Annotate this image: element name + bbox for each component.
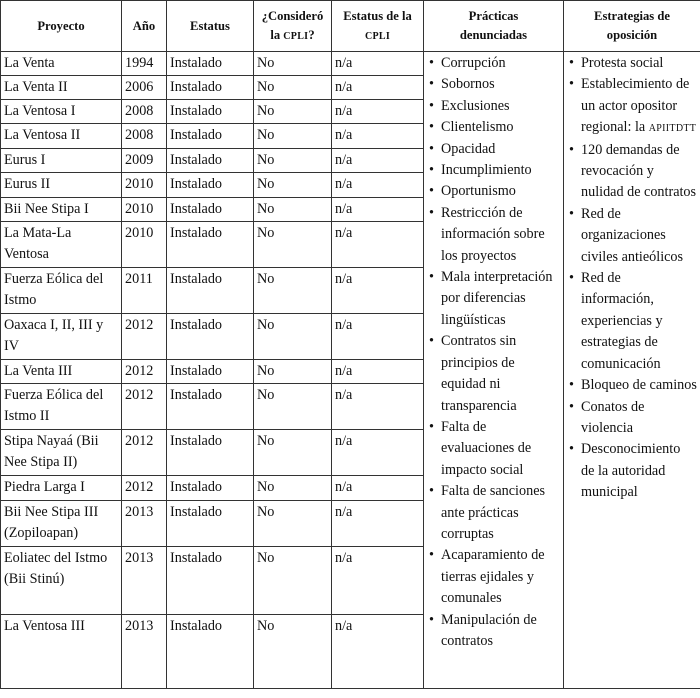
cell-anio: 2012 — [122, 430, 167, 476]
estrategias-list — [567, 53, 697, 504]
header-estrategias: Estrategias de oposición — [564, 1, 700, 52]
cell-estatus: Instalado — [167, 360, 254, 384]
cell-proyecto: Fuerza Eólica del Istmo — [1, 268, 122, 314]
cell-estatus-cpli: n/a — [332, 100, 424, 124]
cell-estatus-cpli: n/a — [332, 222, 424, 268]
cell-proyecto: La Ventosa II — [1, 124, 122, 149]
header-estatus-cpli: Estatus de la CPLI — [332, 1, 424, 52]
list-item: • Acaparamiento de tierras ejidales y comunales — [427, 545, 560, 609]
cell-considero: No — [254, 222, 332, 268]
cell-estatus-cpli: n/a — [332, 173, 424, 198]
cell-proyecto: Piedra Larga I — [1, 476, 122, 501]
cell-considero: No — [254, 76, 332, 100]
cell-proyecto: La Venta II — [1, 76, 122, 100]
cell-considero: No — [254, 430, 332, 476]
list-item: • Manipulación de contratos — [427, 610, 560, 653]
cell-considero: No — [254, 52, 332, 76]
cell-estatus: Instalado — [167, 173, 254, 198]
cell-proyecto: Oaxaca I, II, III y IV — [1, 314, 122, 360]
cell-estatus-cpli: n/a — [332, 501, 424, 547]
list-item: • Mala interpretación por diferencias lingüísticas — [427, 267, 560, 331]
cell-considero: No — [254, 124, 332, 149]
list-item: • Opacidad — [427, 139, 560, 160]
cell-considero: No — [254, 384, 332, 430]
cell-considero: No — [254, 501, 332, 547]
cell-anio: 2008 — [122, 124, 167, 149]
cell-proyecto: Eurus II — [1, 173, 122, 198]
cell-estatus: Instalado — [167, 430, 254, 476]
list-item: • Contratos sin principios de equidad ni transparencia — [427, 331, 560, 417]
cell-estatus: Instalado — [167, 501, 254, 547]
list-item: • Red de organizaciones civiles antieólicos — [567, 204, 697, 268]
cell-estatus-cpli: n/a — [332, 430, 424, 476]
cell-anio: 2011 — [122, 268, 167, 314]
list-item: • Corrupción — [427, 53, 560, 74]
cell-proyecto: Eurus I — [1, 149, 122, 173]
cell-anio: 2012 — [122, 360, 167, 384]
cell-considero: No — [254, 476, 332, 501]
cell-estatus: Instalado — [167, 100, 254, 124]
cell-estatus: Instalado — [167, 384, 254, 430]
cell-considero: No — [254, 198, 332, 222]
cell-proyecto: La Ventosa I — [1, 100, 122, 124]
cell-estatus-cpli: n/a — [332, 547, 424, 615]
cell-estatus: Instalado — [167, 52, 254, 76]
cell-proyecto: Bii Nee Stipa III (Zopiloapan) — [1, 501, 122, 547]
cell-anio: 2010 — [122, 198, 167, 222]
list-item: • Desconocimiento de la autoridad municipal — [567, 439, 697, 503]
cell-proyecto: La Mata-La Ventosa — [1, 222, 122, 268]
list-item: • Oportunismo — [427, 181, 560, 202]
cell-proyecto: Fuerza Eólica del Istmo II — [1, 384, 122, 430]
cell-anio: 2010 — [122, 173, 167, 198]
list-item: • Clientelismo — [427, 117, 560, 138]
table-body — [1, 52, 700, 689]
cell-proyecto: La Venta III — [1, 360, 122, 384]
cell-estatus: Instalado — [167, 76, 254, 100]
cell-considero: No — [254, 173, 332, 198]
cell-estatus-cpli: n/a — [332, 149, 424, 173]
list-item: • Falta de sanciones ante prácticas corruptas — [427, 481, 560, 545]
cell-estatus-cpli: n/a — [332, 384, 424, 430]
cell-proyecto: La Ventosa III — [1, 615, 122, 689]
list-item: • Bloqueo de caminos — [567, 375, 697, 396]
list-item: • Conatos de violencia — [567, 397, 697, 440]
cell-estatus-cpli: n/a — [332, 52, 424, 76]
cell-considero: No — [254, 314, 332, 360]
list-item: • Sobornos — [427, 74, 560, 95]
cell-considero: No — [254, 547, 332, 615]
list-item: • 120 demandas de revocación y nulidad de contratos — [567, 140, 697, 204]
cell-anio: 2006 — [122, 76, 167, 100]
cell-proyecto: Stipa Nayaá (Bii Nee Stipa II) — [1, 430, 122, 476]
cell-anio: 2012 — [122, 314, 167, 360]
list-item: • Protesta social — [567, 53, 697, 74]
cell-estatus-cpli: n/a — [332, 476, 424, 501]
cell-estatus: Instalado — [167, 314, 254, 360]
cell-anio: 2010 — [122, 222, 167, 268]
cell-estatus: Instalado — [167, 615, 254, 689]
cell-estatus: Instalado — [167, 124, 254, 149]
cell-proyecto: La Venta — [1, 52, 122, 76]
cell-estatus-cpli: n/a — [332, 268, 424, 314]
cell-estatus: Instalado — [167, 198, 254, 222]
cell-considero: No — [254, 360, 332, 384]
header-proyecto: Proyecto — [1, 1, 122, 52]
cell-anio: 2013 — [122, 501, 167, 547]
header-practicas: Prácticas denunciadas — [424, 1, 564, 52]
cell-considero: No — [254, 615, 332, 689]
cell-anio: 2009 — [122, 149, 167, 173]
cell-anio: 2013 — [122, 615, 167, 689]
list-item: • Red de información, experiencias y estrategias de comunicación — [567, 268, 697, 375]
cell-anio: 1994 — [122, 52, 167, 76]
cell-estatus: Instalado — [167, 476, 254, 501]
cell-anio: 2008 — [122, 100, 167, 124]
practicas-list — [427, 53, 560, 652]
cell-estatus-cpli: n/a — [332, 198, 424, 222]
estrategias-cell — [564, 52, 700, 689]
list-item: • Restricción de información sobre los proyectos — [427, 203, 560, 267]
cell-estatus-cpli: n/a — [332, 314, 424, 360]
cell-estatus-cpli: n/a — [332, 76, 424, 100]
cell-considero: No — [254, 149, 332, 173]
list-item: • Incumplimiento — [427, 160, 560, 181]
cell-estatus: Instalado — [167, 268, 254, 314]
cell-estatus: Instalado — [167, 547, 254, 615]
cell-anio: 2012 — [122, 476, 167, 501]
cell-estatus: Instalado — [167, 149, 254, 173]
header-considero-cpli: ¿Consideró la CPLI? — [254, 1, 332, 52]
cell-considero: No — [254, 100, 332, 124]
cell-estatus: Instalado — [167, 222, 254, 268]
cell-estatus-cpli: n/a — [332, 360, 424, 384]
cell-proyecto: Eoliatec del Istmo (Bii Stinú) — [1, 547, 122, 615]
cell-proyecto: Bii Nee Stipa I — [1, 198, 122, 222]
header-anio: Año — [122, 1, 167, 52]
practicas-cell — [424, 52, 564, 689]
header-row — [1, 1, 700, 52]
cell-anio: 2013 — [122, 547, 167, 615]
cell-estatus-cpli: n/a — [332, 124, 424, 149]
cell-estatus-cpli: n/a — [332, 615, 424, 689]
list-item: • Exclusiones — [427, 96, 560, 117]
table-row — [1, 52, 700, 76]
cell-considero: No — [254, 268, 332, 314]
cell-anio: 2012 — [122, 384, 167, 430]
header-estatus: Estatus — [167, 1, 254, 52]
list-item: • Establecimiento de un actor opositor regional: la APIITDTT — [567, 74, 697, 139]
list-item: • Falta de evaluaciones de impacto social — [427, 417, 560, 481]
